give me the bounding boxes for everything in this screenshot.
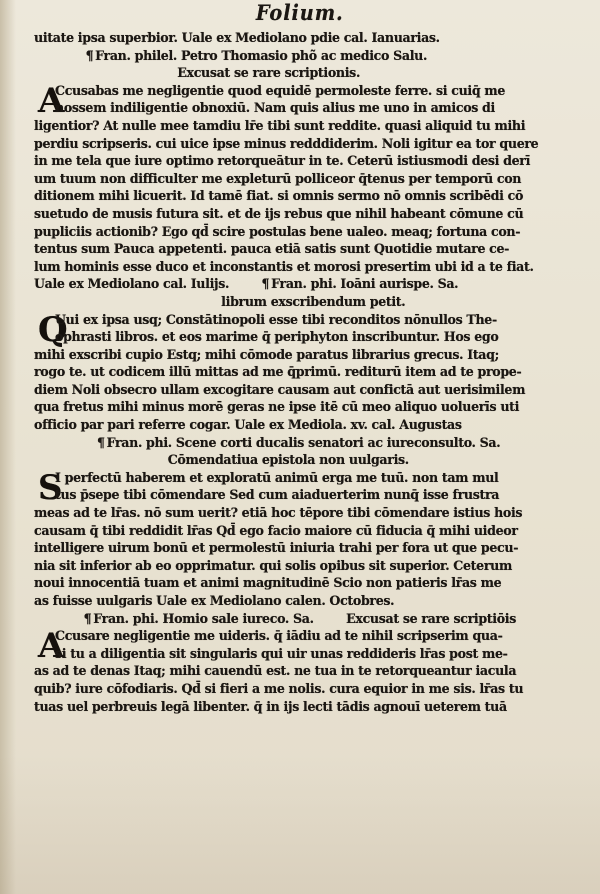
text-line [34, 100, 550, 118]
line-text: nossem indiligentie obnoxiū. Nam quis alius me uno in amicos di [55, 101, 495, 117]
text-line [34, 593, 550, 611]
line-text: noui innocentiā tuam et animi magnitudinē Scio non patieris lr̄as me [34, 576, 502, 592]
line-text: suetudo de musis futura sit. et de ijs rebus que nihil habeant cōmune cū [34, 206, 524, 222]
pilcrow-icon: ¶ [85, 48, 94, 64]
line-text: officio par pari referre cogar. Uale ex Mediola. xv. cal. Augustas [34, 418, 462, 434]
text-line [34, 399, 550, 417]
text-line [34, 505, 550, 523]
line-text: ligentior? At nulle mee tamdiu lr̄e tibi sunt reddite. quasi aliquid tu mihi [34, 118, 526, 134]
text-block [34, 30, 574, 716]
line-text: tentus sum Pauca appetenti. pauca etiā satis sunt Quotidie mutare ce- [34, 242, 510, 258]
line-text: rogo te. ut codicem illū mittas ad me q̄primū. rediturū item ad te prope- [34, 365, 522, 381]
subtitle-text: Excusat se rare scriptionis. [177, 66, 360, 82]
letter-heading [34, 435, 550, 453]
line-text: Ccusabas me negligentie quod equidē permoleste ferre. si cuiq̄ me [55, 83, 506, 99]
line-text: I perfectū haberem et exploratū animū erga me tuū. non tam mul [55, 470, 499, 486]
text-line [34, 470, 550, 488]
text-line [34, 487, 550, 505]
text-line [34, 118, 550, 136]
line-text: qua fretus mihi minus morē geras ne ipse itē cū meo aliquo uoluerīs uti [34, 400, 520, 416]
text-line [34, 30, 550, 48]
text-line [34, 523, 550, 541]
text-line [34, 628, 550, 646]
subtitle-text: librum exscribendum petit. [221, 294, 406, 310]
letter-heading [34, 611, 550, 629]
page-header [0, 0, 600, 28]
text-line [34, 699, 550, 717]
text-line [34, 329, 550, 347]
text-line [34, 312, 550, 330]
line-text: intelligere uirum bonū et permolestū iniuria trahi per fora ut que pecu- [34, 541, 519, 557]
text-line [34, 153, 550, 171]
line-text: quib? iure cōfodiaris. Qd̄ si fieri a me nolis. cura equior in me sis. lr̄as tu [34, 681, 524, 697]
letter-closing-and-heading [34, 276, 550, 294]
letter-block [34, 467, 574, 508]
text-line [34, 206, 550, 224]
text-line [34, 347, 550, 365]
dropcap: A [38, 626, 65, 667]
line-text: lum hominis esse duco et inconstantis et morosi presertim ubi id a te fiat. [34, 259, 534, 275]
line-text: nia sit inferior ab eo opprimatur. qui solis opibus sit superior. Ceterum [34, 558, 512, 574]
line-text: causam q̄ tibi reddidit lr̄as Qd̄ ego facio maiore cū fiducia q̄ mihi uideor [34, 523, 518, 539]
text-line [34, 171, 550, 189]
letter-heading [34, 48, 550, 66]
pilcrow-icon: ¶ [97, 435, 105, 451]
line-text: uitate ipsa superbior. Uale ex Mediolano pdie cal. Ianuarias. [34, 31, 440, 46]
subtitle-text: Excusat se rare scriptiōis [346, 611, 517, 627]
text-line [34, 575, 550, 593]
line-text: tuas uel perbreuis legā libenter. q̄ in ijs lecti tādis agnouī ueterem tuā [34, 699, 507, 715]
text-line [34, 259, 550, 277]
dropcap: Q [38, 309, 68, 350]
heading-text: Fran. phi. Homio sale iureco. Sa. [93, 611, 314, 627]
dropcap: A [38, 80, 65, 121]
text-line [34, 646, 550, 664]
line-text: mihi exscribi cupio Estq; mihi cōmode paratus librarius grecus. Itaq; [34, 347, 499, 363]
text-line [34, 558, 550, 576]
text-line [34, 382, 550, 400]
line-text: meas ad te lr̄as. nō sum uerit? etiā hoc tēpore tibi cōmendare istius hois [34, 506, 523, 522]
line-text: pupliciis actionib? Ego qd̄ scire postulas bene ualeo. meaq; fortuna con- [34, 224, 521, 240]
letter-subtitle [34, 452, 550, 470]
line-text: as fuisse uulgaris Uale ex Mediolano calen. Octobres. [34, 594, 395, 609]
text-line [34, 136, 550, 154]
text-line [34, 364, 550, 382]
line-text: ditionem mihi licuerit. Id tamē fiat. si omnis sermo nō omnis scribēdi cō [34, 189, 524, 205]
letter-subtitle [34, 65, 550, 83]
line-text: perdiu scripseris. cui uice ipse minus redddiderim. Noli igitur ea tor quere [34, 136, 539, 152]
line-text: Ccusare negligentie me uideris. q̄ iādiu ad te nihil scripserim qua- [55, 629, 503, 645]
text-line [34, 83, 550, 101]
line-text: as ad te denas Itaq; mihi cauendū est. ne tua in te retorqueantur iacula [34, 664, 517, 680]
letter-subtitle [34, 294, 550, 312]
text-line [34, 663, 550, 681]
line-text: si tu a diligentia sit singularis qui uir unas reddideris lr̄as post me- [55, 646, 508, 662]
letter-block [34, 80, 574, 121]
subtitle-text: Cōmendatiua epistola non uulgaris. [167, 453, 409, 469]
text-line [34, 241, 550, 259]
text-line [34, 188, 550, 206]
pilcrow-icon: ¶ [83, 611, 92, 627]
heading-text: Fran. phi. Ioāni aurispe. Sa. [271, 277, 459, 293]
text-line [34, 540, 550, 558]
text-line [34, 681, 550, 699]
line-text: ophrasti libros. et eos marime q̄ periphyton inscribuntur. Hos ego [55, 330, 499, 346]
dropcap: S [38, 467, 63, 508]
line-text: diem Noli obsecro ullam excogitare causam aut confictā aut uerisimilem [34, 382, 526, 398]
heading-text: Fran. philel. Petro Thomasio phõ ac medico Salu. [95, 48, 428, 64]
heading-text: Fran. phi. Scene corti ducalis senatori ac iureconsulto. Sa. [106, 435, 501, 451]
running-head: Folium. [256, 0, 344, 25]
letter-block [34, 626, 574, 667]
line-text: tus p̄sepe tibi cōmendare Sed cum aiaduerterim nunq̄ isse frustra [55, 488, 500, 504]
line-text: Uui ex ipsa usq; Constātinopoli esse tibi reconditos nōnullos The- [55, 312, 497, 328]
text-line [34, 224, 550, 242]
text-line [34, 417, 550, 435]
line-text: um tuum non difficulter me expleturū polliceor q̄tenus per temporū con [34, 171, 522, 187]
line-text: Uale ex Mediolano cal. Iulijs. [34, 277, 230, 293]
line-text: in me tela que iure optimo retorqueātur in te. Ceterū istiusmodi desi derī [34, 154, 531, 170]
letter-block [34, 309, 574, 350]
pilcrow-icon: ¶ [261, 277, 270, 293]
